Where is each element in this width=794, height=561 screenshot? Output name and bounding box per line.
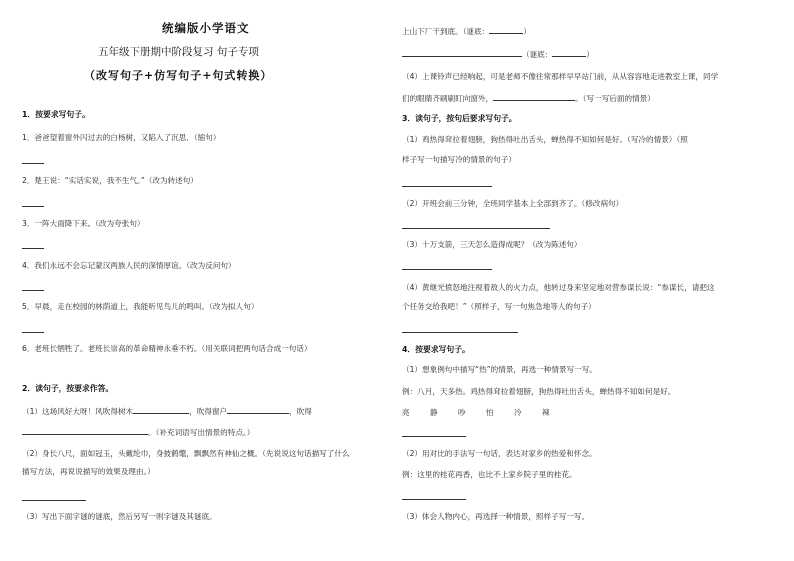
- question-2-1-part-d: 。（补充词语写出情景的特点。）: [148, 428, 255, 437]
- question-2-3: （3）写出下面字谜的谜底，然后另写一则字谜及其谜底。: [22, 512, 217, 521]
- question-2-1-part-a: （1）这场风好大呀！风吹得树木: [22, 407, 134, 416]
- question-1-6: 6．老班长牺牲了。老班长崇高的革命精神永垂不朽。（用关联词把两句话合成一句话）: [22, 344, 312, 353]
- question-4-2: （2）用对比的手法写一句话，表达对家乡的热爱和怀念。: [402, 449, 597, 458]
- option-char[interactable]: 静: [430, 408, 438, 417]
- riddle-2-close: ）: [586, 50, 594, 59]
- question-1-1: 1．爸爸望着窗外闪过去的白杨树，又陷入了沉思．（缩句）: [22, 133, 221, 142]
- answer-line[interactable]: [402, 269, 492, 270]
- question-2-1-part-c: ，吹得: [289, 407, 312, 416]
- answer-line[interactable]: [402, 228, 550, 229]
- fill-blank[interactable]: [22, 426, 148, 435]
- question-2-1-cont: [22, 426, 254, 439]
- answer-line[interactable]: [402, 186, 492, 187]
- question-2-2: （2）身长八尺，面如冠玉，头戴纶巾，身披鹤氅，飘飘然有神仙之概。（先说说这句话描写了什么: [22, 449, 350, 458]
- answer-line[interactable]: [22, 290, 44, 291]
- question-3-4-cont: 个任务交给我吧！”（照样子，写一句焦急地等人的句子）: [402, 302, 596, 311]
- question-3-3: （3）十万支箭，三天怎么造得成呢？（改为陈述句）: [402, 240, 582, 249]
- fill-blank[interactable]: [227, 405, 289, 414]
- question-2-4: （4）上课铃声已经响起，可是老师不像往常那样早早站门前，从从容容地走进教室上课，同学: [402, 72, 719, 81]
- question-3-4: （4）黄继光愤怒地注视着敌人的火力点，他转过身来坚定地对营参谋长说：“参谋长，请把这: [402, 283, 715, 292]
- question-3-2: （2）开班会前三分钟，全班同学基本上全部到齐了。（修改病句）: [402, 199, 624, 208]
- option-char[interactable]: 辣: [542, 408, 550, 417]
- question-2-2-cont: 描写方法，再说说描写的效果及理由。）: [22, 467, 155, 476]
- answer-line[interactable]: [22, 332, 44, 333]
- riddle-2-text: （谜底：: [522, 50, 553, 59]
- question-1-3: 3．一阵大雨降下来。（改为夸张句）: [22, 219, 145, 228]
- answer-line[interactable]: [402, 499, 466, 500]
- question-2-4-text: 们的眼睛齐刷刷盯向窗外，: [402, 94, 494, 103]
- answer-line[interactable]: [22, 206, 44, 207]
- riddle-1: [402, 25, 531, 38]
- doc-title-line3: （改写句子+仿写句子+句式转换）: [84, 69, 273, 82]
- question-2-4-hint: 。（写一写后面的情景）: [575, 94, 655, 103]
- question-4-2-example: 例：这里的桂花再香，也比不上家乡院子里的桂花。: [402, 470, 577, 479]
- riddle-1-close: ）: [523, 27, 531, 36]
- character-options: [402, 407, 570, 419]
- question-3-1: （1）鸡热得耷拉着翅膀，狗热得吐出舌头，蝉热得不知如何是好。（写冷的情景）（照: [402, 135, 688, 144]
- answer-line[interactable]: [402, 332, 518, 333]
- question-1-2: 2．楚王说：“实话实说，我不生气。”（改为转述句）: [22, 176, 198, 185]
- fill-blank[interactable]: [402, 48, 522, 57]
- question-2-1: [22, 405, 312, 418]
- fill-blank[interactable]: [552, 48, 586, 57]
- option-char[interactable]: 亮: [402, 408, 410, 417]
- fill-blank[interactable]: [493, 92, 575, 101]
- question-2-4-cont: [402, 92, 655, 105]
- option-char[interactable]: 冷: [514, 408, 522, 417]
- fill-blank[interactable]: [489, 25, 523, 34]
- section-1-heading: 1．按要求写句子。: [22, 110, 90, 119]
- option-char[interactable]: 吵: [458, 408, 466, 417]
- option-char[interactable]: 怕: [486, 408, 494, 417]
- fill-blank[interactable]: [133, 405, 189, 414]
- answer-line[interactable]: [22, 500, 86, 501]
- answer-line[interactable]: [22, 163, 44, 164]
- section-4-heading: 4．按要求写句子。: [402, 345, 470, 354]
- section-3-heading: 3．读句子，按句后要求写句子。: [402, 114, 517, 123]
- section-2-heading: 2．读句子，按要求作答。: [22, 384, 114, 393]
- riddle-2: [402, 48, 594, 61]
- question-3-1-cont: 样子写一句描写冷的情景的句子）: [402, 155, 516, 164]
- question-1-4: 4．我们永远不会忘记蒙汉两族人民的深情厚谊。（改为反问句）: [22, 261, 236, 270]
- question-4-3: （3）体会人物内心，再选择一种情景，照样子写一写。: [402, 512, 590, 521]
- question-4-1: （1）想象例句中描写“热”的情景，再选一种情景写一写。: [402, 365, 597, 374]
- question-2-1-part-b: ，吹得窗户: [189, 407, 228, 416]
- doc-title-line1: 统编版小学语文: [162, 21, 250, 35]
- answer-line[interactable]: [22, 248, 44, 249]
- question-4-1-example: 例：八月，天多热。鸡热得耷拉着翅膀，狗热得吐出舌头，蝉热得不知如何是好。: [402, 387, 676, 396]
- question-1-5: 5．早晨，走在校园的林荫道上，我能听见鸟儿的鸣叫。（改为拟人句）: [22, 302, 259, 311]
- answer-line[interactable]: [402, 436, 466, 437]
- riddle-1-text: 上山下厂干到底。（谜底：: [402, 27, 490, 36]
- doc-title-line2: 五年级下册期中阶段复习 句子专项: [98, 46, 259, 58]
